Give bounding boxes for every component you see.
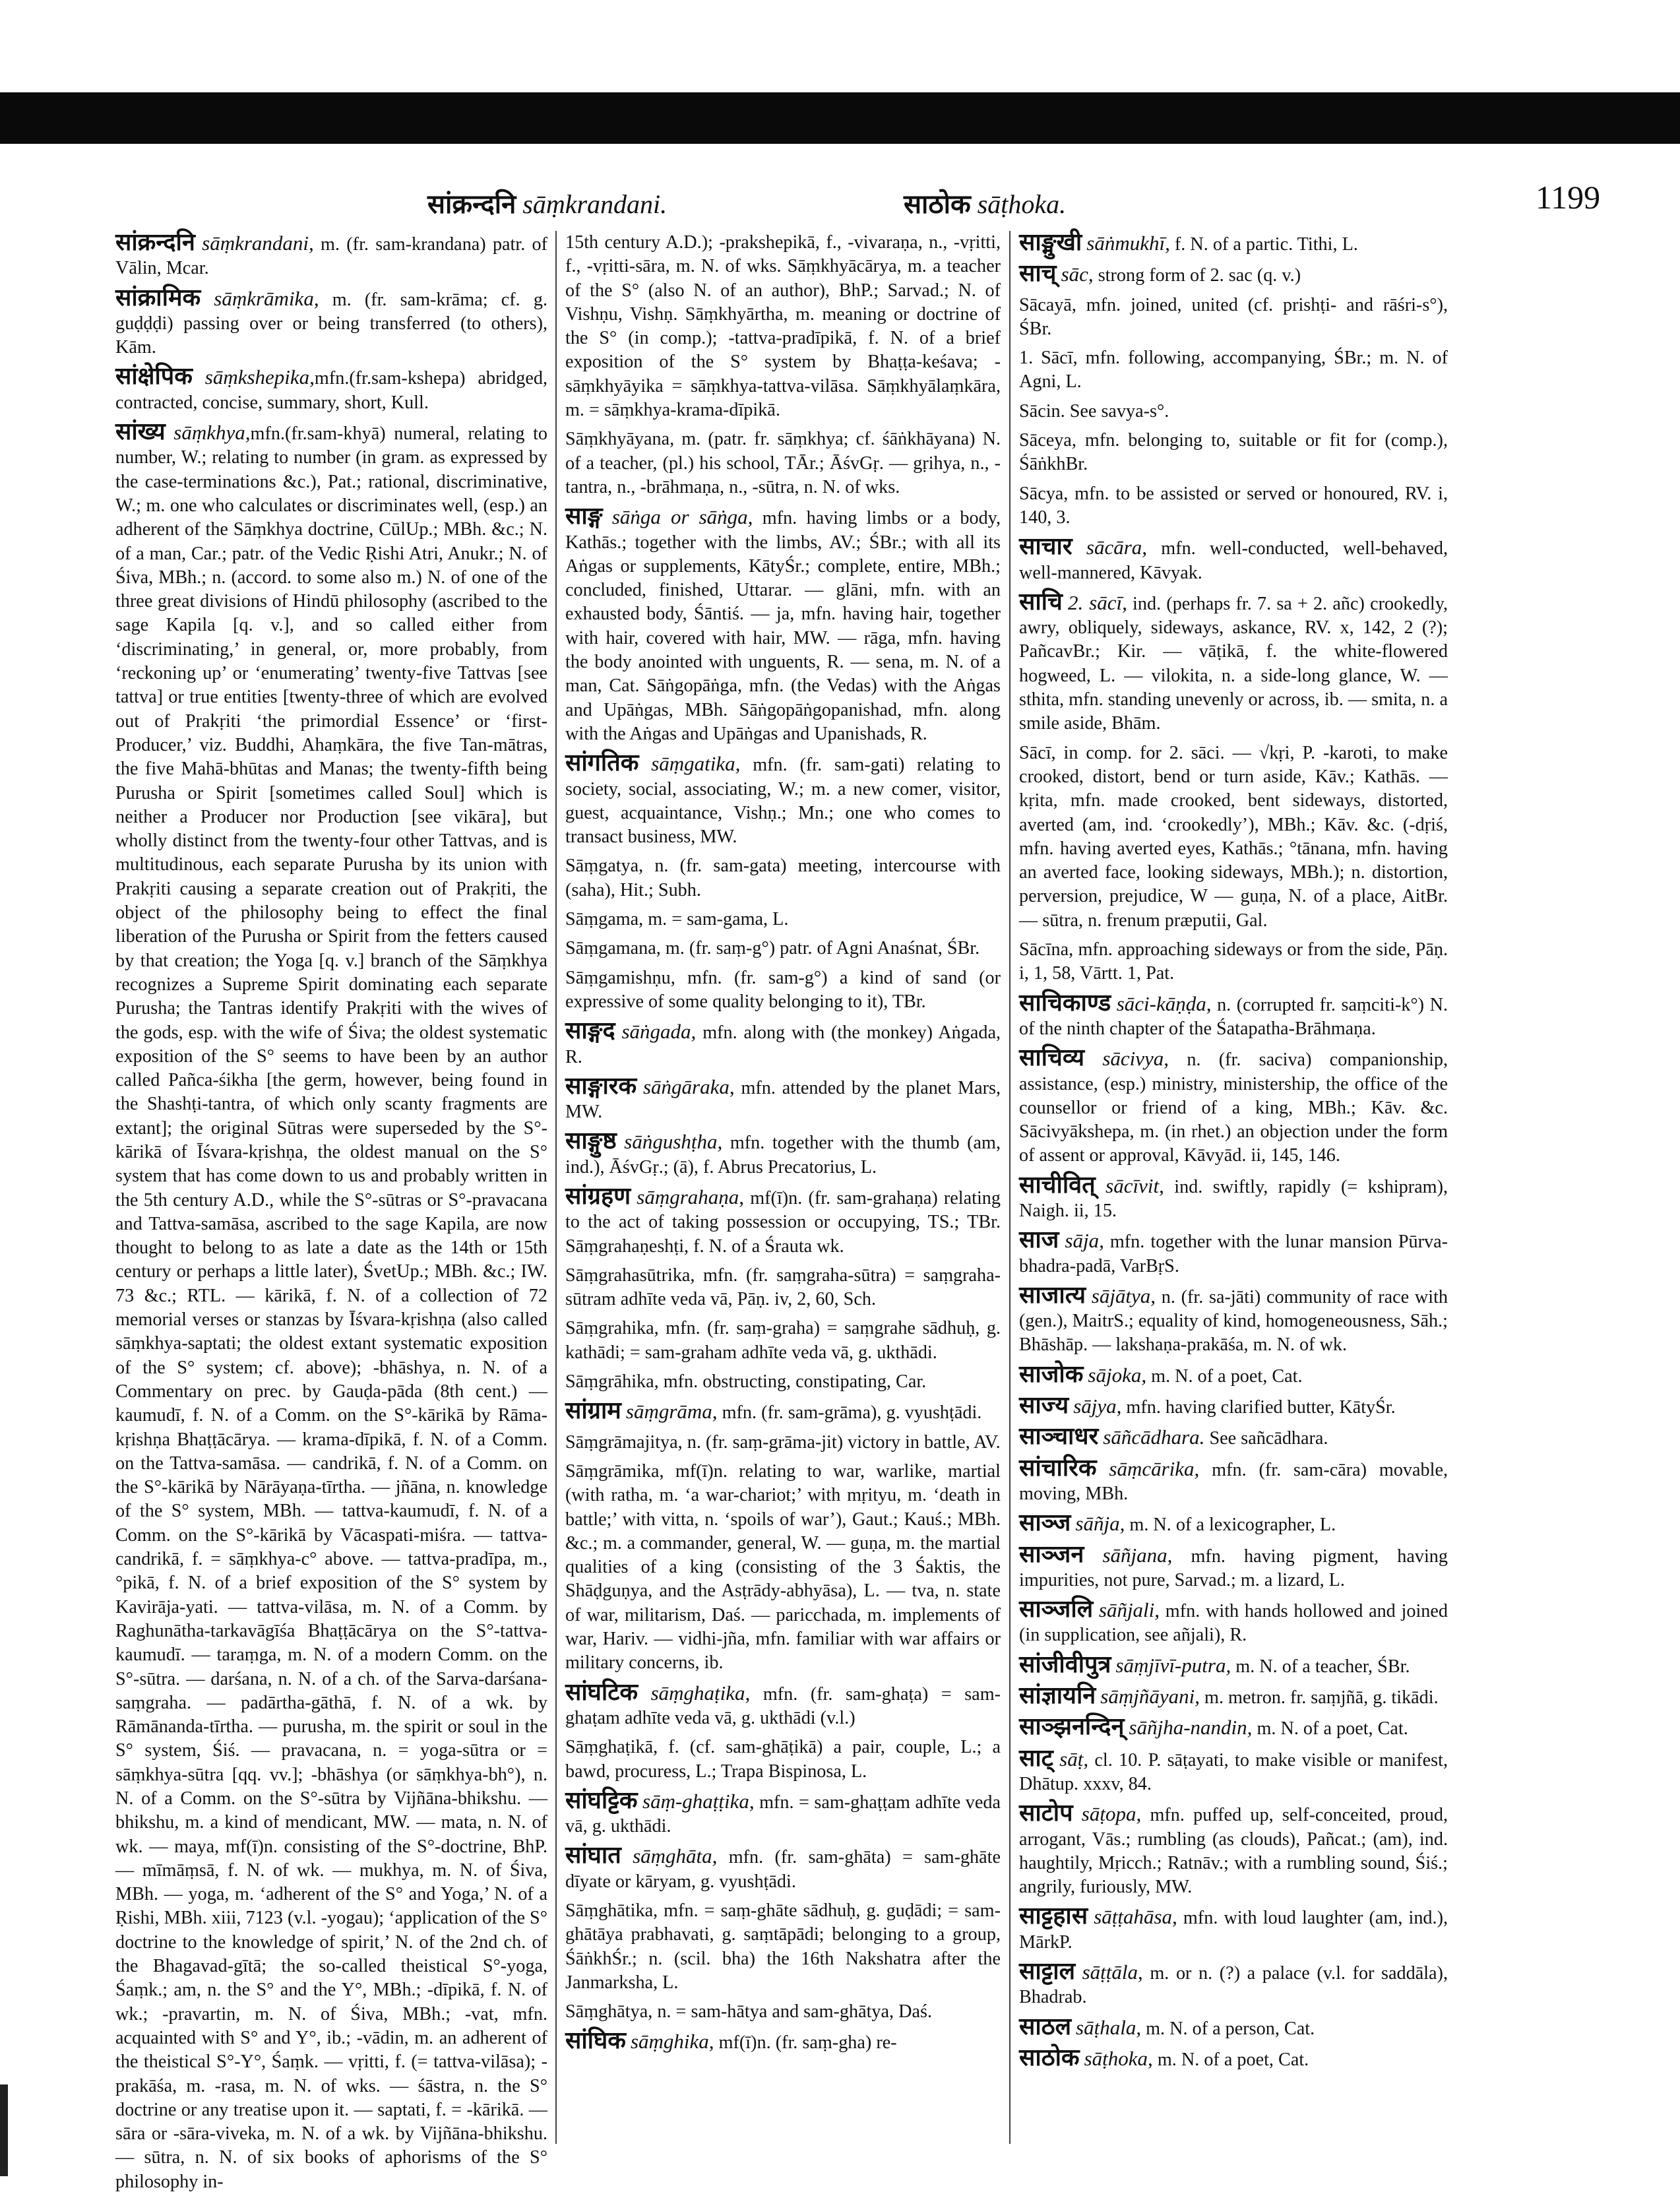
- dictionary-entry: [565, 2029, 1001, 2055]
- entry-definition: mfn. puffed up, self-conceited, proud, arrogant, Vās.; rumbling (as clouds), Pañcat.; (am), ind. haughtily, Mṛicch.; Ratnāv.; with a rumbling sound, Śiś.; angrily, furiously, MW.: [1019, 1805, 1448, 1898]
- dictionary-entry: [1019, 294, 1448, 342]
- entry-definition: Sāṃgamana, m. (fr. saṃ-g°) patr. of Agni Anaśnat, ŚBr.: [565, 938, 980, 959]
- headword-transliteration: sāṃghāta,: [633, 1844, 718, 1868]
- dictionary-entry: [1019, 2015, 1448, 2041]
- dictionary-entry: [565, 1019, 1001, 1069]
- entry-definition: Sāṃghātya, n. = sam-hātya and sam-ghātya, Daś.: [565, 2001, 933, 2022]
- headword-devanagari: साज: [1019, 1226, 1059, 1254]
- entry-definition: Sāṃgamishṇu, mfn. (fr. sam-g°) a kind of sand (or expressive of some quality belonging to it), TBr.: [565, 967, 1001, 1012]
- entry-definition: mfn. = sam-ghaṭṭam adhīte veda vā, g. ukthādi.: [565, 1792, 1001, 1837]
- headword-transliteration: sāṃghika,: [630, 2030, 714, 2053]
- headword-devanagari: साजात्य: [1019, 1281, 1086, 1309]
- headword-transliteration: sāṃjñāyani,: [1100, 1685, 1200, 1708]
- headword-transliteration: sājya,: [1073, 1395, 1122, 1418]
- entry-definition: 1. Sācī, mfn. following, accompanying, ŚBr.; m. N. of Agni, L.: [1019, 348, 1448, 392]
- headword-transliteration: sāñjha-nandin,: [1129, 1716, 1253, 1740]
- headword-devanagari: साङ्ग: [565, 503, 603, 530]
- dictionary-entry: [1019, 1540, 1448, 1593]
- page-header: [0, 178, 1680, 224]
- headword-devanagari: साचिव्य: [1019, 1044, 1085, 1072]
- dictionary-entry: [1019, 991, 1448, 1042]
- headword-devanagari: साञ्चाधर: [1019, 1423, 1099, 1451]
- scan-dark-band: [0, 92, 1680, 144]
- page-number: 1199: [1536, 179, 1601, 216]
- scan-edge-mark: [0, 2084, 8, 2176]
- headword-transliteration: sācīvit,: [1105, 1174, 1164, 1197]
- entry-definition: mf(ī)n. (fr. saṃ-gha) re-: [714, 2032, 897, 2053]
- headword-transliteration: sāñjana,: [1102, 1543, 1173, 1567]
- entry-definition: Sāṃgrāmajitya, n. (fr. saṃ-grāma-jit) victory in battle, AV.: [565, 1431, 1001, 1453]
- entry-definition: mfn. (fr. sam-gati) relating to society, social, associating, W.; m. a new comer, visitor, guest, acquaintance, Vishṇ.; Mn.; one who comes to transact business, MW.: [565, 755, 1001, 848]
- headword-devanagari: सांग्राम: [565, 1397, 621, 1425]
- dictionary-entry: [565, 966, 1001, 1015]
- headword-devanagari: साजोक: [1019, 1360, 1084, 1388]
- entry-definition: Sāceya, mfn. belonging to, suitable or fit for (comp.), ŚāṅkhBr.: [1019, 430, 1448, 475]
- dictionary-entry: [1019, 1904, 1448, 1955]
- dictionary-entry: [1019, 1394, 1448, 1420]
- headword-transliteration: sāṭ,: [1059, 1747, 1089, 1771]
- headword-devanagari: साङ्गुष्ठ: [565, 1127, 617, 1155]
- dictionary-entry: [565, 1182, 1001, 1259]
- dictionary-entry: [565, 1736, 1001, 1784]
- headword-devanagari: साङ्गद: [565, 1017, 615, 1045]
- dictionary-entry: [565, 1317, 1001, 1365]
- dictionary-entry: [1019, 1046, 1448, 1168]
- dictionary-entry: [565, 1844, 1001, 1894]
- entry-definition: Sācin. See savya-s°.: [1019, 400, 1169, 422]
- headword-devanagari: सांज्ञायनि: [1019, 1682, 1096, 1710]
- headword-devanagari: सांघट्टिक: [565, 1786, 638, 1814]
- entry-definition: mf(ī)n. (fr. sam-grahaṇa) relating to the act of taking possession or occupying, TS.; TBr. Sāṃgrahaṇeshṭi, f. N. of a Śrauta wk.: [565, 1187, 1001, 1257]
- entry-definition: m. N. of a poet, Cat.: [1252, 1718, 1408, 1740]
- headword-transliteration: sācivya,: [1102, 1047, 1169, 1071]
- dictionary-entry: [1019, 938, 1448, 986]
- running-head-right: साठोक sāṭhoka.: [904, 189, 1067, 220]
- entry-definition: m. (fr. sam-krandana) patr. of Vālin, Mcar.: [115, 234, 548, 279]
- headword-devanagari: साठोक: [1019, 2044, 1080, 2071]
- headword-devanagari: साज्य: [1019, 1392, 1069, 1420]
- entry-definition: mfn. with loud laughter (am, ind.), MārkP.: [1019, 1908, 1448, 1953]
- headword-transliteration: sāci-kāṇḍa,: [1116, 991, 1212, 1015]
- dictionary-entry: [565, 908, 1001, 931]
- dictionary-entry: [565, 854, 1001, 902]
- dictionary-entry: [1019, 1802, 1448, 1899]
- headword-transliteration: sāñjali,: [1098, 1598, 1160, 1622]
- headword-transliteration: sāṃghaṭika,: [650, 1681, 751, 1705]
- headword-transliteration: 2. sācī,: [1068, 590, 1127, 614]
- entry-definition: mfn. having limbs or a body, Kathās.; together with the limbs, AV.; ŚBr.; with all its Aṅgas or supplements, KātyŚr.; complete, entire, MBh.; concluded, finished, Uttarar. — glāni, mfn. with an exhausted body, Śāntiś. — ja, mfn. having hair, together with hair, covered with hair, MW. — rāga, mfn. having the body anointed with unguents, R. — sena, m. N. of a man, Cat. Sāṅgopāṅga, mfn. (the Vedas) with the Aṅgas and Upāṅgas, MBh. Sāṅgopāṅgopanishad, mfn. along with the Aṅgas and Upāṅgas and Upanishads, R.: [565, 508, 1001, 744]
- headword-transliteration: sāṃgrāma,: [625, 1400, 718, 1424]
- column-divider: [555, 231, 557, 2144]
- entry-definition: m. metron. fr. saṃjñā, g. tikādi.: [1199, 1687, 1439, 1708]
- entry-definition: strong form of 2. sac (q. v.): [1093, 265, 1301, 286]
- headword-devanagari: सांघटिक: [565, 1678, 638, 1706]
- dictionary-entry: [1019, 1511, 1448, 1537]
- headword-devanagari: साचार: [1019, 533, 1073, 561]
- dictionary-entry: [1019, 400, 1448, 423]
- entry-definition: ind. (perhaps fr. 7. sa + 2. añc) crookedly, awry, obliquely, sideways, askance, RV. x, 142, 2 (?); PañcavBr.; Kir. — vāṭikā, f. the white-flowered hogweed, L. — vilokita, n. a side-long glance, W. — sthita, mfn. standing unevenly or across, ib. — smita, n. a smile aside, Bhām.: [1019, 593, 1448, 734]
- dictionary-entry: [565, 1460, 1001, 1676]
- entry-definition: n. (corrupted fr. saṃciti-k°) N. of the ninth chapter of the Śatapatha-Brāhmaṇa.: [1019, 994, 1448, 1039]
- entry-definition: See sañcādhara.: [1204, 1428, 1328, 1449]
- headword-transliteration: sāṃkshepika,: [204, 365, 315, 389]
- headword-transliteration: sāṭhoka,: [1084, 2046, 1153, 2070]
- entry-definition: Sāṃgrahika, mfn. (fr. saṃ-graha) = saṃgrahe sādhuḥ, g. kathādi; = sam-graham adhīte veda vā, g. ukthādi.: [565, 1318, 1001, 1363]
- column-3: [1019, 231, 1448, 2157]
- entry-definition: Sāṃgrahasūtrika, mfn. (fr. saṃgraha-sūtra) = saṃgraha-sūtram adhīte veda vā, Pāṇ. iv, 2, 60, Sch.: [565, 1265, 1001, 1310]
- dictionary-entry: [565, 1678, 1001, 1731]
- headword-devanagari: साट्: [1019, 1744, 1053, 1772]
- headword-devanagari: साट्टहास: [1019, 1902, 1088, 1930]
- headword-devanagari: सांक्रन्दनि: [115, 229, 195, 256]
- headword-transliteration: sāṃgatika,: [651, 752, 741, 776]
- headword-devanagari: साञ्जलि: [1019, 1596, 1094, 1623]
- headword-devanagari: साठल: [1019, 2013, 1071, 2040]
- headword-devanagari: सांघिक: [565, 2027, 626, 2055]
- headword-devanagari: सांचारिक: [1019, 1454, 1097, 1482]
- entry-definition: mfn. having clarified butter, KātyŚr.: [1121, 1397, 1396, 1418]
- headword-transliteration: sāṭhala,: [1076, 2015, 1142, 2039]
- dictionary-entry: [565, 505, 1001, 746]
- entry-definition: Sāṃghātika, mfn. = saṃ-ghāte sādhuḥ, g. guḍādi; = sam-ghātāya prabhavati, g. saṃtāpādi; belonging to a group, ŚāṅkhŚr.; n. (scil. bha) the 16th Nakshatra after the Janmarksha, L.: [565, 1900, 1001, 1993]
- entry-definition: Sāṃkhyāyana, m. (patr. fr. sāṃkhya; cf. śāṅkhāyana) N. of a teacher, (pl.) his school, TĀr.; ĀśvGṛ. — gṛihya, n., -tantra, n., -brāhmaṇa, n., -sūtra, n. N. of wks.: [565, 429, 1001, 497]
- dictionary-entry: [565, 1431, 1001, 1455]
- headword-transliteration: sāc,: [1061, 263, 1094, 286]
- column-1: [115, 229, 548, 2192]
- entry-definition: m. (fr. sam-krāma; cf. g. guḍḍḍi) passing over or being transferred (to others), Kām.: [115, 289, 548, 358]
- headword-devanagari: सांजीवीपुत्र: [1019, 1650, 1111, 1678]
- dictionary-entry: [565, 751, 1001, 849]
- headword-transliteration: sāṭṭahāsa,: [1094, 1905, 1177, 1929]
- column-divider: [1009, 231, 1011, 2144]
- entry-definition: n. (fr. saciva) companionship, assistance, (esp.) ministry, ministership, the office of the counsellor or friend of a king, MBh.; Kāv. &c. Sācivyākshepa, m. (in rhet.) an objection under the form of assent or approval, Kāvyād. ii, 145, 146.: [1019, 1050, 1448, 1166]
- headword-devanagari: साङ्मुखी: [1019, 229, 1082, 256]
- dictionary-entry: [565, 1129, 1001, 1179]
- headword-transliteration: sāṃkrāmika,: [214, 286, 319, 310]
- entry-definition: mfn. together with the thumb (am, ind.), ĀśvGṛ.; (ā), f. Abrus Precatorius, L.: [565, 1133, 1001, 1177]
- entry-definition: m. N. of a person, Cat.: [1141, 2018, 1315, 2039]
- headword-transliteration: sācāra,: [1086, 536, 1148, 559]
- entry-definition: mfn.(fr.sam-kshepa) abridged, contracted, concise, summary, short, Kull.: [115, 368, 547, 413]
- entry-definition: n. (fr. sa-jāti) community of race with (gen.), MaitrS.; equality of kind, homogeneousness, Sāh.; Bhāshāp. — lakshaṇa-prakāśa, m. N. of wk.: [1019, 1286, 1448, 1356]
- headword-devanagari: सांक्रामिक: [115, 284, 201, 311]
- headword-transliteration: sāṃkhya,: [173, 421, 251, 445]
- entry-definition: mfn. (fr. sam-ghāta) = sam-ghāte dīyate or kāryam, g. vyushṭādi.: [565, 1847, 1001, 1892]
- headword-devanagari: साञ्जन: [1019, 1540, 1084, 1568]
- entry-definition: Sāṃgatya, n. (fr. sam-gata) meeting, intercourse with (saha), Hit.; Subh.: [565, 856, 1001, 900]
- dictionary-entry: [1019, 1454, 1448, 1507]
- dictionary-entry: [1019, 1960, 1448, 2010]
- dictionary-entry: [1019, 741, 1448, 933]
- headword-devanagari: साङ्गारक: [565, 1072, 637, 1100]
- headword-transliteration: sāṃ-ghaṭṭika,: [642, 1789, 755, 1813]
- headword-transliteration: sāñcādhara.: [1103, 1426, 1205, 1449]
- dictionary-entry: [565, 1072, 1001, 1125]
- dictionary-entry: [1019, 2046, 1448, 2072]
- headword-devanagari: साञ्झनन्दिन्: [1019, 1713, 1125, 1741]
- dictionary-entry: [1019, 1425, 1448, 1451]
- headword-transliteration: sāṅgāraka,: [642, 1075, 735, 1098]
- dictionary-entry: [1019, 535, 1448, 585]
- dictionary-entry: [115, 286, 547, 360]
- dictionary-entry: [115, 420, 547, 2194]
- headword-transliteration: sāṅgushṭha,: [624, 1130, 723, 1154]
- headword-devanagari: साञ्ज: [1019, 1509, 1071, 1537]
- headword-devanagari: साटोप: [1019, 1800, 1073, 1827]
- headword-devanagari: सांख्य: [115, 418, 166, 446]
- headword-devanagari: साचिकाण्ड: [1019, 989, 1111, 1017]
- entry-definition: 15th century A.D.); -prakshepikā, f., -vivaraṇa, n., -vṛitti, f., -vṛitti-sāra, m. N. of wks. Sāṃkhyācārya, m. a teacher of the S° (also N. of an author), BhP.; Sarvad.; N. of Vishṇu, Vishṇ. Sāṃkhyārtha, m. meaning or doctrine of the S° (in comp.); -tattva-pradīpikā, f. N. of a brief exposition of the S° system by Bhaṭṭa-keśava; -sāṃkhyāyika = sāṃkhya-tattva-vilāsa. Sāṃkhyālaṃkāra, m. = sāṃkhya-krama-dīpikā.: [565, 232, 1001, 421]
- headword-transliteration: sāṅga or sāṅga,: [611, 505, 753, 529]
- entry-definition: mfn. having pigment, having impurities, not pure, Sarvad.; m. a lizard, L.: [1019, 1546, 1448, 1590]
- headword-transliteration: sāṃgrahaṇa,: [637, 1185, 745, 1208]
- entry-definition: cl. 10. P. sāṭayati, to make visible or manifest, Dhātup. xxxv, 84.: [1019, 1749, 1448, 1794]
- headword-transliteration: sājoka,: [1088, 1363, 1147, 1387]
- dictionary-entry: [565, 1899, 1001, 1995]
- entry-definition: m. N. of a poet, Cat.: [1152, 2049, 1309, 2070]
- dictionary-entry: [1019, 1715, 1448, 1741]
- headword-devanagari: साच्: [1019, 260, 1057, 288]
- dictionary-entry: [565, 1264, 1001, 1312]
- entry-definition: Sāṃghaṭikā, f. (cf. sam-ghāṭikā) a pair, couple, L.; a bawd, procuress, L.; Trapa Bispinosa, L.: [565, 1737, 1001, 1782]
- headword-devanagari: सांक्षेपिक: [115, 363, 193, 391]
- dictionary-entry: [115, 365, 547, 415]
- entry-definition: ind. swiftly, rapidly (= kshipram), Naigh. ii, 15.: [1019, 1176, 1448, 1221]
- dictionary-entry: [565, 937, 1001, 960]
- headword-devanagari: सांघात: [565, 1842, 621, 1869]
- entry-definition: mfn. along with (the monkey) Aṅgada, R.: [565, 1022, 1001, 1067]
- dictionary-entry: [1019, 262, 1448, 288]
- scan-top-margin: [0, 0, 1680, 144]
- dictionary-entry: [565, 1370, 1001, 1394]
- headword-transliteration: sāja,: [1065, 1229, 1104, 1253]
- headword-devanagari: सांग्रहण: [565, 1182, 631, 1210]
- headword-transliteration: sāñja,: [1075, 1512, 1125, 1536]
- entry-definition: m. N. of a teacher, ŚBr.: [1231, 1656, 1410, 1677]
- headword-devanagari: सांगतिक: [565, 749, 639, 777]
- entry-definition: m. or n. (?) a palace (v.l. for saddāla), Bhadrab.: [1019, 1963, 1448, 2008]
- headword-transliteration: sāṭopa,: [1081, 1802, 1142, 1826]
- headword-transliteration: sāṃjīvī-putra,: [1115, 1653, 1231, 1677]
- dictionary-entry: [1019, 1744, 1448, 1797]
- entry-definition: mfn.(fr.sam-khyā) numeral, relating to number, W.; relating to number (in gram. as expressed by the case-terminations &c.), Pat.; rational, discriminative, W.; m. one who calculates or discriminates well, (esp.) an adherent of the Sāṃkhya doctrine, CūlUp.; MBh. &c.; N. of a man, Car.; patr. of the Vedic Ṛishi Atri, Anukr.; N. of Śiva, MBh.; n. (accord. to some also m.) N. of one of the three great divisions of Hindū philosophy (ascribed to the sage Kapila [q. v.], and so called either from ‘discriminating,’ in general, or, more probably, from ‘reckoning up’ or ‘enumerating’ twenty-five Tattvas [see tattva] or true entities [twenty-three of which are evolved out of Prakṛiti ‘the primordial Essence’ or ‘first-Producer,’ viz. Buddhi, Ahaṃkāra, the five Tan-mātras, the five Mahā-bhūtas and Manas; the twenty-fifth being Purusha or Spirit [sometimes called Soul] which is neither a Producer nor Production [see vikāra], but wholly distinct from the twenty-four other Tattvas, and is multitudinous, each separate Purusha by its union with Prakṛiti causing a separate creation out of Prakṛiti, the object of the philosophy being to effect the final liberation of the Purusha or Spirit from the fetters caused by that creation; the Yoga [q. v.] branch of the Sāṃkhya recognizes a Supreme Spirit dominating each separate Purusha; the Tantras identify Prakṛiti with the wives of the gods, esp. with the wife of Śiva; the oldest systematic exposition of the S° seems to have been by an author called Pañca-śikha [the germ, however, being found in the Shashṭi-tantra, of which only scanty fragments are extant]; the original Sūtras were superseded by the S°-kārikā of Īśvara-kṛishṇa, the oldest manual on the S° system that has come down to us and probably written in the 5th century A.D., while the S°-sūtras or S°-pravacana and Tattva-samāsa, ascribed to the sage Kapila, are now thought to belong to as late a date as the 14th or 15th century or perhaps a little later), ŚvetUp.; MBh. &c.; IW. 73 &c.; RTL. — kārikā, f. N. of a collection of 72 memorial verses or stanzas by Īśvara-kṛishṇa (also called sāṃkhya-saptati; the oldest extant systematic exposition of the S° system; cf. above); -bhāshya, n. N. of a Commentary on prec. by Gauḍa-pāda (8th cent.) — kaumudī, f. N. of a Comm. on the S°-kārikā by Rāma-kṛishṇa Bhaṭṭācārya. — krama-dīpikā, f. N. of a Comm. on the Tattva-samāsa. — candrikā, f. N. of a Comm. on the S°-kārikā by Nārāyaṇa-tīrtha. — jñāna, n. knowledge of the S° system, MBh. — tattva-kaumudī, f. N. of a Comm. on the S°-kārikā by Vācaspati-miśra. — tattva-candrikā, f. = sāṃkhya-c° above. — tattva-pradīpa, m., °pikā, f. N. of a brief exposition of the S° system by Kavirāja-yati. — tattva-vilāsa, m. N. of a Comm. by Raghunātha-tarkavāgīśa Bhaṭṭācārya on the S°-tattva-kaumudī. — taraṃga, m. N. of a modern Comm. on the S°-sūtra. — darśana, n. N. of a ch. of the Sarva-darśana-saṃgraha. — padārtha-gāthā, f. N. of a wk. by Rāmānanda-tīrtha. — purusha, m. the spirit or soul in the S° system, Śiś. — pravacana, n. = yoga-sūtra or = sāṃkhya-sūtra [qq. vv.]; -bhāshya (or sāṃkhya-bh°), n. N. of a Comm. on the S°-sūtra by Vijñāna-bhikshu. — bhikshu, m. a kind of mendicant, MW. — mata, n. N. of wk. — maya, mf(ī)n. consisting of the S°-doctrine, BhP. — mīmāṃsā, f. N. of wk. — mukhya, m. N. of Śiva, MBh. — yoga, m. ‘adherent of the S° and Yoga,’ N. of a Ṛishi, MBh. xiii, 7123 (v.l. -yogau); ‘application of the S° doctrine to the knowledge of spirit,’ N. of the 2nd ch. of the Bhagavad-gītā; the so-called theistical S°-yoga, Śaṃk.; am, n. the S° and the Y°, MBh.; -dīpikā, f. N. of wk.; -pravartin, m. N. of Śiva, MBh.; -vat, mfn. acquainted with S° and Y°, ib.; -vādin, m. an adherent of the theistical S°-Y°, Śaṃk. — vṛitti, f. (= tattva-vilāsa); -prakāśa, m. -rasa, m. N. of wks. — śāstra, n. the S° doctrine or any treatise upon it. — saptati, f. = -kārikā. — sāra or -sāra-viveka, m. N. of a wk. by Vijñāna-bhikshu. — sūtra, n. N. of six books of aphorisms of the S° philosophy in-: [115, 423, 547, 2192]
- entry-definition: f. N. of a partic. Tithi, L.: [1169, 234, 1358, 255]
- entry-definition: mfn. well-conducted, well-behaved, well-mannered, Kāvyak.: [1019, 538, 1448, 583]
- entry-definition: Sāṃgama, m. = sam-gama, L.: [565, 909, 789, 930]
- dictionary-entry: [1019, 231, 1448, 257]
- headword-devanagari: साचीवित्: [1019, 1171, 1096, 1199]
- dictionary-entry: [565, 1399, 1001, 1425]
- dictionary-entry: [1019, 346, 1448, 394]
- entry-definition: Sācīna, mfn. approaching sideways or from the side, Pāṇ. i, 1, 58, Vārtt. 1, Pat.: [1019, 939, 1448, 984]
- entry-definition: Sāṃgrāhika, mfn. obstructing, constipating, Car.: [565, 1371, 927, 1393]
- entry-definition: mfn. attended by the planet Mars, MW.: [565, 1077, 1001, 1123]
- running-head-left: सांक्रन्दनि sāṃkrandani.: [427, 189, 668, 220]
- dictionary-entry: [1019, 590, 1448, 736]
- dictionary-entry: [565, 231, 1001, 422]
- column-2: [565, 231, 1001, 2157]
- entry-definition: m. N. of a poet, Cat.: [1146, 1365, 1303, 1387]
- dictionary-entry: [115, 231, 547, 281]
- entry-definition: Sācayā, mfn. joined, united (cf. prishṭi- and rāśri-s°), ŚBr.: [1019, 294, 1448, 339]
- entry-definition: mfn. (fr. sam-cāra) movable, moving, MBh.: [1019, 1459, 1448, 1504]
- headword-transliteration: sājātya,: [1091, 1284, 1156, 1307]
- dictionary-entry: [1019, 1598, 1448, 1648]
- dictionary-entry: [565, 2000, 1001, 2024]
- dictionary-entry: [565, 1786, 1001, 1839]
- dictionary-entry: [1019, 1360, 1448, 1389]
- entry-definition: m. N. of a lexicographer, L.: [1125, 1515, 1336, 1536]
- dictionary-entry: [1019, 1650, 1448, 1679]
- dictionary-entry: [1019, 1281, 1448, 1358]
- entry-definition: mfn. (fr. sam-ghaṭa) = sam-ghaṭam adhīte veda vā, g. ukthādi (v.l.): [565, 1683, 1001, 1728]
- entry-definition: mfn. with hands hollowed and joined (in supplication, see añjali), R.: [1019, 1601, 1448, 1646]
- headword-devanagari: साचि: [1019, 588, 1063, 615]
- dictionary-entry: [1019, 429, 1448, 477]
- entry-definition: Sāṃgrāmika, mf(ī)n. relating to war, warlike, martial (with ratha, m. ‘a war-chariot;’ with mṛityu, m. ‘death in battle;’ with vitta, n. ‘spoils of war’), Gaut.; Kauś.; MBh. &c.; m. a commander, general, W. — guṇa, m. the martial qualities of a king (consisting of the 3 Śaktis, the Shāḍguṇya, and the Asṭrādy-abhyāsa), L. — tva, n. state of war, militarism, Daś. — paricchada, m. implements of war, Hariv. — vidhi-jña, mfn. familiar with war affairs or military concerns, ib.: [565, 1460, 1001, 1674]
- headword-devanagari: साट्टाल: [1019, 1958, 1075, 1985]
- dictionary-entry: [1019, 1228, 1448, 1278]
- headword-transliteration: sāṅgada,: [621, 1020, 697, 1044]
- entry-definition: Sācī, in comp. for 2. sāci. — √kṛi, P. -karoti, to make crooked, distort, bend or turn aside, Kāv.; Kathās. — kṛita, mfn. made crooked, bent sideways, distorted, averted (am, ind. ‘crookedly’), MBh.; Kāv. &c. (-dṛiś, mfn. having averted eyes, Kathās.; °tānana, mfn. having an averted face, looking sideways, MBh.); n. distortion, perversion, prejudice, W — guṇa, N. of a place, AitBr. — sūtra, n. frenum præputii, Gal.: [1019, 742, 1448, 931]
- headword-transliteration: sāṭṭāla,: [1082, 1960, 1143, 1984]
- dictionary-entry: [565, 427, 1001, 499]
- dictionary-entry: [1019, 1684, 1448, 1710]
- headword-transliteration: sāṃcārika,: [1109, 1457, 1200, 1480]
- entry-definition: mfn. together with the lunar mansion Pūrva-bhadra-padā, VarBṛS.: [1019, 1232, 1448, 1276]
- dictionary-entry: [1019, 1171, 1448, 1224]
- entry-definition: Sācya, mfn. to be assisted or served or honoured, RV. i, 140, 3.: [1019, 483, 1448, 528]
- headword-transliteration: sāṃkrandani,: [202, 232, 314, 255]
- dictionary-entry: [1019, 482, 1448, 530]
- entry-definition: mfn. (fr. sam-grāma), g. vyushṭādi.: [717, 1402, 982, 1424]
- headword-transliteration: sāṅmukhī,: [1086, 232, 1170, 255]
